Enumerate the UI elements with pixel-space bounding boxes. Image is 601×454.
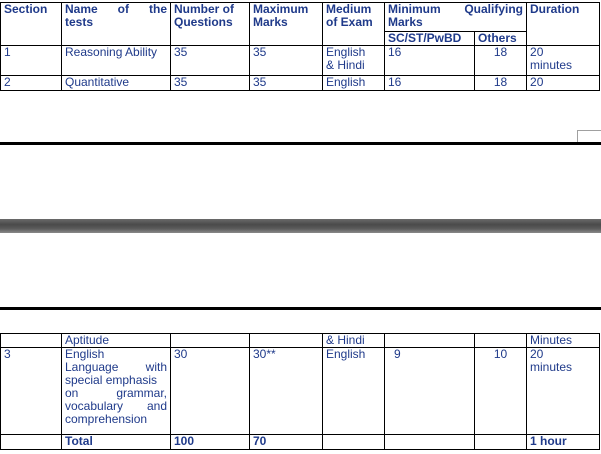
row1-others: 18 bbox=[475, 46, 527, 76]
header-sc-st-pwbd: SC/ST/PwBD bbox=[385, 32, 475, 46]
total-sc bbox=[385, 435, 475, 450]
header-minq-line2: Marks bbox=[388, 15, 423, 29]
page-break-rule-bottom bbox=[0, 307, 601, 310]
header-duration: Duration bbox=[527, 3, 600, 46]
row1-duration bbox=[527, 46, 600, 76]
row1-sc: 16 bbox=[385, 46, 475, 76]
row2-name: Quantitative bbox=[62, 76, 171, 91]
header-medium-of-exam bbox=[323, 3, 385, 46]
row3-sc: 9 bbox=[385, 348, 475, 435]
row2-questions: 35 bbox=[171, 76, 250, 91]
table-row-continued bbox=[1, 334, 600, 348]
row3-name-line5: vocabulary and bbox=[65, 399, 167, 413]
row3-marks: 30** bbox=[250, 348, 323, 435]
header-row bbox=[1, 3, 600, 32]
row2-medium: English bbox=[323, 76, 385, 91]
row2-section: 2 bbox=[1, 76, 62, 91]
header-max-line2: Marks bbox=[253, 15, 288, 29]
header-maximum-marks bbox=[250, 3, 323, 46]
total-row bbox=[1, 435, 600, 450]
exam-pattern-table-bottom bbox=[0, 333, 600, 450]
header-minimum-qualifying-marks bbox=[385, 3, 527, 32]
header-medium-line1: Medium bbox=[326, 2, 372, 16]
row2-duration: 20 bbox=[527, 76, 600, 91]
row1-name: Reasoning Ability bbox=[62, 46, 171, 76]
row1-medium-line1: English bbox=[326, 45, 366, 59]
exam-pattern-table-top bbox=[0, 2, 600, 91]
row3-name-line6: comprehension bbox=[65, 412, 148, 426]
row2-others: 18 bbox=[475, 76, 527, 91]
cont-sc bbox=[385, 334, 475, 348]
header-minq-line1: Minimum Qualifying bbox=[388, 2, 524, 16]
row3-duration bbox=[527, 348, 600, 435]
page-gap-band bbox=[0, 219, 601, 233]
row3-name-line3: special emphasis bbox=[65, 373, 158, 387]
row3-medium: English bbox=[323, 348, 385, 435]
cont-name: Aptitude bbox=[62, 334, 171, 348]
row1-duration-line1: 20 bbox=[530, 45, 544, 59]
header-num-line2: Questions bbox=[174, 15, 233, 29]
row3-others: 10 bbox=[475, 348, 527, 435]
row1-medium bbox=[323, 46, 385, 76]
total-marks: 70 bbox=[250, 435, 323, 450]
total-questions: 100 bbox=[171, 435, 250, 450]
cont-medium: & Hindi bbox=[323, 334, 385, 348]
table-row bbox=[1, 46, 600, 76]
row1-section: 1 bbox=[1, 46, 62, 76]
cont-others bbox=[475, 334, 527, 348]
total-duration: 1 hour bbox=[527, 435, 600, 450]
row1-marks: 35 bbox=[250, 46, 323, 76]
header-number-of-questions bbox=[171, 3, 250, 46]
header-section: Section bbox=[1, 3, 62, 46]
header-name-line1: Name of the bbox=[65, 2, 167, 16]
total-label: Total bbox=[62, 435, 171, 450]
row3-name bbox=[62, 348, 171, 435]
header-medium-line2: of Exam bbox=[326, 15, 373, 29]
row3-questions: 30 bbox=[171, 348, 250, 435]
header-name-of-tests bbox=[62, 3, 171, 46]
row3-name-line1: English bbox=[65, 347, 105, 361]
cont-section bbox=[1, 334, 62, 348]
row1-questions: 35 bbox=[171, 46, 250, 76]
row3-duration-line2: minutes bbox=[530, 360, 573, 374]
total-medium bbox=[323, 435, 385, 450]
row1-medium-line2: & Hindi bbox=[326, 58, 365, 72]
header-others: Others bbox=[475, 32, 527, 46]
row3-duration-line1: 20 bbox=[530, 347, 544, 361]
row1-duration-line2: minutes bbox=[530, 58, 573, 72]
header-num-line1: Number of bbox=[174, 2, 234, 16]
header-name-line2: tests bbox=[65, 15, 94, 29]
row3-section: 3 bbox=[1, 348, 62, 435]
table-row bbox=[1, 348, 600, 435]
row3-name-line4: on grammar, bbox=[65, 386, 167, 400]
cont-questions bbox=[171, 334, 250, 348]
cont-duration: Minutes bbox=[527, 334, 600, 348]
row2-sc: 16 bbox=[385, 76, 475, 91]
total-section bbox=[1, 435, 62, 450]
table-row bbox=[1, 76, 600, 91]
header-max-line1: Maximum bbox=[253, 2, 309, 16]
cont-marks bbox=[250, 334, 323, 348]
total-others bbox=[475, 435, 527, 450]
row3-name-line2: Language with bbox=[65, 360, 167, 374]
page-break-rule-top bbox=[0, 142, 601, 145]
row2-marks: 35 bbox=[250, 76, 323, 91]
